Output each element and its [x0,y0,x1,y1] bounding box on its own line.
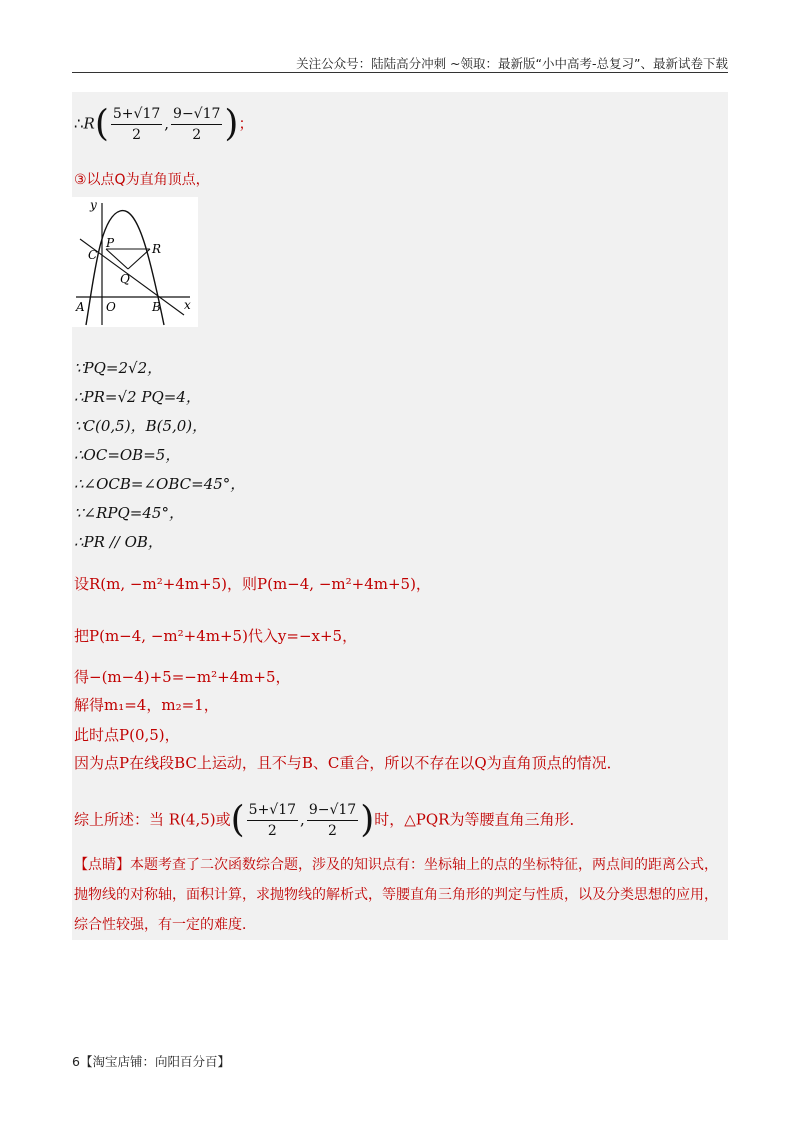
angle-ocb-line: ∴∠OCB=∠OBC=45°， [74,475,246,493]
graph-label-b: B [152,300,161,314]
page-header: 关注公众号：陆陆高分冲刺 ~领取：最新版“小中高考-总复习”、最新试卷下载 [296,56,728,71]
page-footer: 6【淘宝店铺：向阳百分百】 [72,1054,230,1069]
solution-panel [72,92,728,940]
set-r-line: 设R(m, −m²+4m+5)，则P(m−4, −m²+4m+5)， [74,575,431,593]
conclusion-suffix: 时，△PQR为等腰直角三角形． [374,810,585,829]
pr-line: ∴PR=√2 PQ=4， [74,388,201,406]
p-point-line: 此时点P(0,5)， [74,726,180,744]
graph-svg [72,197,198,327]
parallel-line: ∴PR // OB， [74,533,163,551]
header-rule [72,72,728,73]
graph-label-q: Q [120,272,130,286]
substitute-line: 把P(m−4, −m²+4m+5)代入y=−x+5， [74,627,358,645]
conclusion-prefix: 综上所述：当 R(4,5)或 [74,810,231,829]
cb-line: ∵C(0,5)，B(5,0)， [74,417,208,435]
fraction-x: $\frac{5+√17}{2}$ [112,106,161,143]
r-coordinate-line: ∴R( $\frac{5+√17}{2}$ , $\frac{9-√17}{2}$ )； [74,103,254,145]
case-3-heading: ③以点Q为直角顶点， [74,172,210,188]
therefore-symbol: ∴ [74,114,84,133]
solve-line: 解得m₁=4，m₂=1， [74,696,219,714]
equation-line: 得−(m−4)+5=−m²+4m+5， [74,668,291,686]
graph-label-x: x [184,298,191,312]
conclusion-fraction-x: $\frac{5+√17}{2}$ [248,802,297,839]
key-point-summary: 【点睛】本题考查了二次函数综合题，涉及的知识点有：坐标轴上的点的坐标特征，两点间的距离公式，抛物线的对称轴，面积计算，求抛物线的解析式，等腰直角三角形的判定与性质，以及分类思想的应用，综合性较强，有一定的难度． [74,857,718,933]
fraction-y: $\frac{9-√17}{2}$ [173,106,221,143]
angle-rpq-line: ∵∠RPQ=45°， [74,504,184,522]
conclusion-line: 综上所述：当 R(4,5)或( $\frac{5+√17}{2}$ , $\frac{9-√17}{2}$ )时，△PQR为等腰直角三角形． [74,799,585,841]
oc-line: ∴OC=OB=5， [74,446,181,464]
graph-label-o: O [106,300,116,314]
graph-label-r: R [152,242,162,256]
no-solution-line: 因为点P在线段BC上运动，且不与B、C重合，所以不存在以Q为直角顶点的情况． [74,754,622,772]
graph-label-c: C [88,248,98,262]
graph-label-p: P [106,236,115,250]
conclusion-fraction-y: $\frac{9-√17}{2}$ [308,802,357,839]
graph-label-y: y [90,198,97,212]
graph-label-a: A [76,300,85,314]
parabola-graph [72,197,198,327]
pq-line: ∵PQ=2√2， [74,359,163,377]
